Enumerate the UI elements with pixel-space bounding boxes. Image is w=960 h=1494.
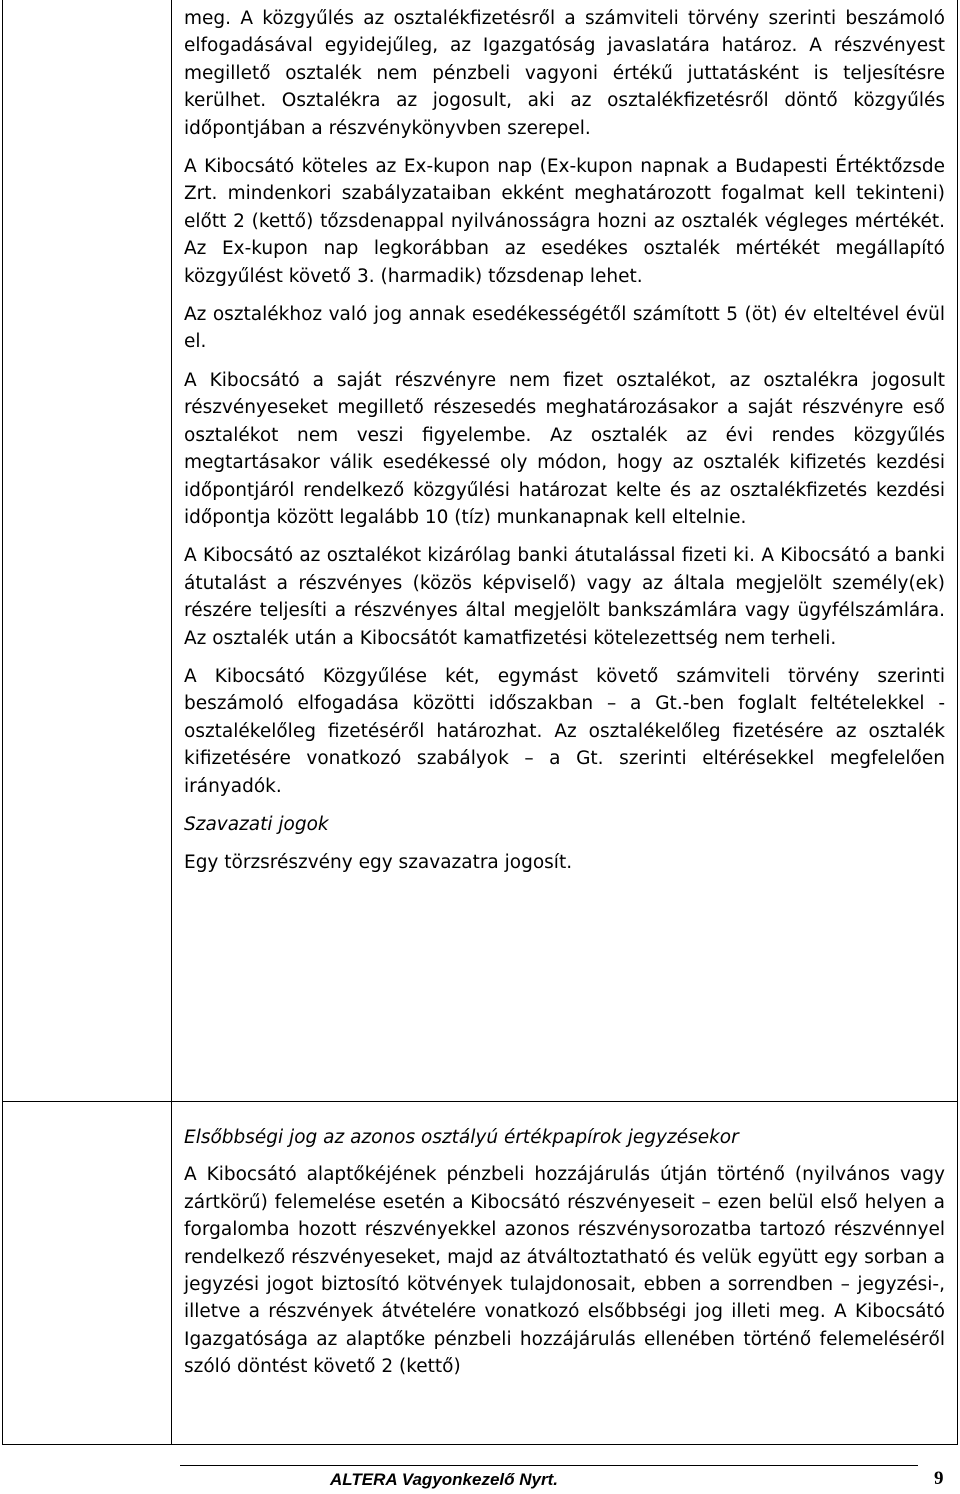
paragraph-interim-dividend: A Kibocsátó Közgyűlése két, egymást követő számviteli törvény szerinti beszámoló elfogadása közötti időszakban – a Gt.-ben foglalt feltételekkel - osztalékelőleg fizetéséről határozhat. Az osztalékelőleg fizetésére az osztalék kifizetésére vonatkozó szabályok – a Gt. szerinti eltérésekkel megfelelően irányadók. (184, 665, 945, 797)
footer-company-name: ALTERA Vagyonkezelő Nyrt. (330, 1470, 558, 1489)
paragraph-ex-coupon: A Kibocsátó köteles az Ex-kupon nap (Ex-kupon napnak a Budapesti Értéktőzsde Zrt. mindenkori szabályzataiban ekként meghatározott fogalmat kell tekinteni) előtt 2 (kettő) tőzsdenappal nyilvánosságra hozni az osztalék végleges mértékét. Az Ex-kupon nap legkorábban az esedékes osztalék mértékét megállapító közgyűlést követő 3. (harmadik) tőzsdenap lehet. (184, 156, 945, 287)
heading-voting-rights: Szavazati jogok (184, 813, 329, 835)
table-border-divider (171, 0, 172, 1445)
table-border-left (2, 0, 3, 1445)
second-text-column (184, 1124, 945, 1381)
table-border-right (957, 0, 958, 1445)
table-border-bottom (2, 1444, 958, 1445)
main-text-column (184, 5, 945, 877)
footer-rule (180, 1465, 918, 1466)
heading-preemption-rights: Elsőbbségi jog az azonos osztályú értékpapírok jegyzésekor (184, 1127, 739, 1148)
paragraph-bank-transfer: A Kibocsátó az osztalékot kizárólag banki átutalással fizeti ki. A Kibocsátó a banki átutalást a részvényes (közös képviselő) vagy az általa megjelölt személy(ek) részére teljesíti a részvényes által megjelölt bankszámlára vagy ügyfélszámlára. Az osztalék után a Kibocsátót kamatfizetési kötelezettség nem terheli. (184, 545, 945, 649)
paragraph-one-vote: Egy törzsrészvény egy szavazatra jogosít. (184, 852, 573, 874)
paragraph-own-shares: A Kibocsátó a saját részvényre nem fizet osztalékot, az osztalékra jogosult részvényeseket megillető részesedés meghatározásakor a saját részvényre eső osztalékot nem veszi figyelembe. Az osztalék az évi rendes közgyűlés megtartásakor válik esedékessé oly módon, hogy az osztalék kifizetés kezdési időpontjáról rendelkező közgyűlési határozat kelte és az osztalékfizetés kezdési időpontja között legalább 10 (tíz) munkanapnak kell eltelnie. (184, 369, 945, 528)
table-row-separator (2, 1101, 958, 1102)
page-number: 9 (934, 1468, 944, 1489)
paragraph-preemption: A Kibocsátó alaptőkéjének pénzbeli hozzájárulás útján történő (nyilvános vagy zártkörű) felemelése esetén a Kibocsátó részvényeseit – ezen belül első helyen a forgalomba hozott részvényekkel azonos részvénysorozatba tartozó részvénnyel rendelkező részvényeseket, majd az átváltoztatható és velük együtt egy sorban a jegyzési jogot biztosító kötvények tulajdonosait, ebben a sorrendben – jegyzési-, illetve a részvények átvételére vonatkozó elsőbbségi jog illeti meg. A Kibocsátó Igazgatósága az alaptőke pénzbeli hozzájárulás ellenében történő felemeléséről szóló döntést követő 2 (kettő) (184, 1164, 945, 1378)
paragraph-dividend-expiry: Az osztalékhoz való jog annak esedékességétől számított 5 (öt) év elteltével évül el. (184, 304, 945, 353)
paragraph-dividend-decision: meg. A közgyűlés az osztalékfizetésről a számviteli törvény szerinti beszámoló elfogadásával egyidejűleg, az Igazgatóság javaslatára határoz. A részvényest megillető osztalék nem pénzbeli vagyoni értékű juttatásként is teljesítésre kerülhet. Osztalékra az jogosult, aki az osztalékfizetésről döntő közgyűlés időpontjában a részvénykönyvben szerepel. (184, 8, 945, 139)
